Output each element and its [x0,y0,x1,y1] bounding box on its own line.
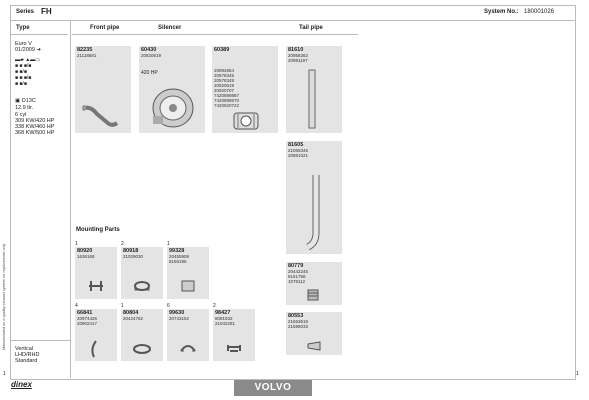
qty-label: 1 [167,241,170,247]
part-number: 80918 [123,248,139,254]
part-number: 80920 [77,248,93,254]
oe-refs: 20958362 20981197 [288,53,309,63]
power-2: 338 KW/460 HP [15,124,55,130]
system-value: 180001026 [524,9,555,15]
page-number-right: 1 [576,371,579,377]
sleeve-icon [306,340,322,352]
type-header: Type [16,25,30,31]
part-box-81605[interactable] [286,141,342,254]
part-number: 60389 [214,47,230,53]
clamp-icon [132,277,152,297]
mounting-part-98427[interactable] [213,309,255,361]
oe-refs: 20424762 [123,316,144,321]
type-norm: Euro V [15,41,32,47]
part-box-80779[interactable] [286,262,342,305]
part-box-81610[interactable] [286,46,342,133]
make-banner: VOLVO [234,380,312,396]
mounting-part-99630[interactable] [167,309,209,361]
cylinders: 6 cyl [15,112,27,118]
rubber-block-icon [178,277,198,297]
part-number: 82235 [77,47,93,53]
qty-label: 4 [75,303,78,309]
oe-refs: 21653619 21598033 [288,319,309,329]
band-clamp-icon [132,339,152,359]
mounting-part-80804[interactable] [121,309,163,361]
mounting-part-80918[interactable] [121,247,163,299]
dinex-logo: dinex [11,380,32,389]
arrow-right-icon: ➔ [36,47,42,53]
silencer-header: Silencer [158,25,182,31]
oe-refs: 20743152 [169,316,190,321]
part-box-60430[interactable] [139,46,205,133]
oe-refs: 20974426 20902417 [77,316,98,326]
oe-refs: 8081932 21042281 [215,316,236,326]
bracket-icon [86,277,106,297]
oe-refs: 1636168 [77,254,95,259]
part-number: 81610 [288,47,304,53]
hook-icon [86,339,106,359]
front-pipe-icon [81,102,121,128]
part-number: 80779 [288,263,304,269]
part-number: 80804 [123,310,139,316]
mounting-part-99328[interactable] [167,247,209,299]
part-number: 81605 [288,142,304,148]
part-number: 66841 [77,310,93,316]
part-number: 99630 [169,310,185,316]
oe-refs: 21065346 20981021 [288,148,309,158]
qty-label: 6 [167,303,170,309]
part-number: 60430 [141,47,157,53]
oe-refs: 20820619 [141,53,162,58]
mounting-title: Mounting Parts [76,227,120,233]
part-number: 99328 [169,248,185,254]
part-box-82235[interactable] [75,46,131,133]
part-box-60389[interactable] [212,46,278,133]
mounting-orientation: Vertical [15,346,34,352]
series-label: Series [16,9,35,15]
mounting-part-80920[interactable] [75,247,117,299]
bent-pipe-icon [304,173,324,251]
qty-label: 1 [121,303,124,309]
hp-note: 420 HP [141,70,158,76]
part-box-80553[interactable] [286,312,342,355]
straight-pipe-icon [306,68,318,130]
version: Standard [15,358,38,364]
oe-refs: 20455908 8156196 [169,254,190,264]
part-number: 80553 [288,313,304,319]
vehicle-icons: ▬▰ ▲▬▭ ■ ■ ■/■ ■ ■/■ ■ ■ ■/■ ■ ■/■ [15,57,40,87]
page-number-left: 1 [3,371,6,377]
power-3: 368 KW/500 HP [15,130,55,136]
front-pipe-header: Front pipe [90,25,120,31]
vertical-note: Manufactured as a quality exhaust system for replacement only [2,243,6,350]
u-bolt-icon [178,339,198,359]
oe-refs: 21118681 [77,53,97,58]
heat-shield-icon [232,110,260,132]
tail-pipe-header: Tail pipe [299,25,323,31]
silencer-icon [149,86,197,130]
series-value: FH [41,7,52,16]
power-1: 309 KW/420 HP [15,118,55,124]
qty-label: 1 [75,241,78,247]
mounting-part-66841[interactable] [75,309,117,361]
oe-refs: 20894854 20578345 20578348 20920619 20920707 7420899867 7420899870 7420920722 [214,68,240,108]
qty-label: 2 [121,241,124,247]
oe-refs: 21029030 [123,254,144,259]
hanger-icon [224,339,244,359]
drive-side: LHD/RHD [15,352,40,358]
qty-label: 2 [213,303,216,309]
type-date: 01/2009 ➔ [15,47,42,53]
oe-refs: 20442245 8151758 1078112 [288,269,309,284]
part-number: 98427 [215,310,231,316]
system-label: System No.: [484,9,519,15]
displacement: 12.9 ltr. [15,105,34,111]
engine-code: ▣ D13C [15,98,36,104]
clamp-icon [306,288,320,302]
fuel-icon: ▣ [15,98,22,104]
